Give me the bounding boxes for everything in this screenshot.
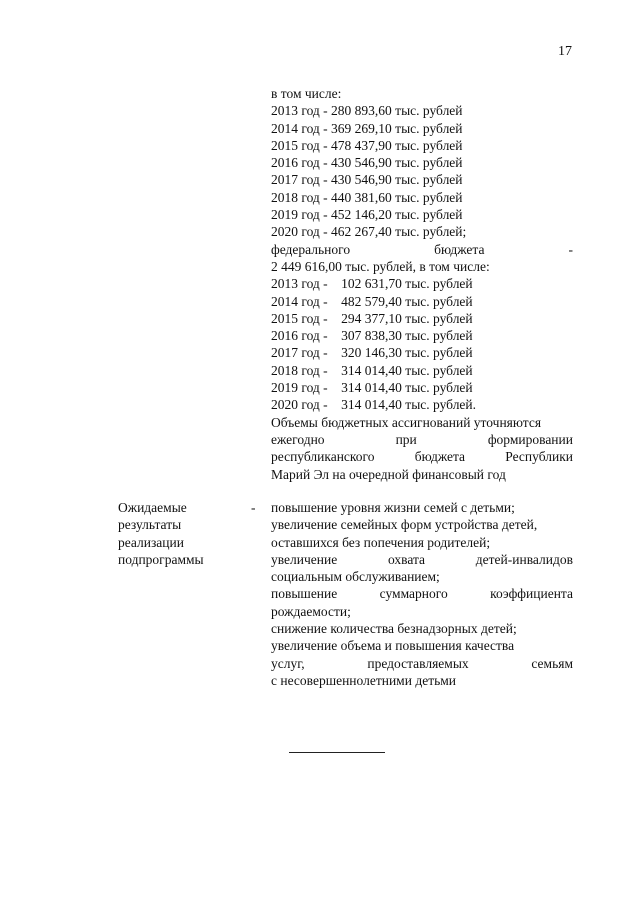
republican-year-2018: 2018 год - 440 381,60 тыс. рублей xyxy=(271,189,463,205)
federal-dash: - xyxy=(568,241,573,257)
result-line: снижение количества безнадзорных детей; xyxy=(271,621,517,637)
federal-year-2019: 2019 год - 314 014,40 тыс. рублей xyxy=(271,380,473,396)
result-word: коэффициента xyxy=(490,586,573,602)
result-word: повышение xyxy=(271,586,338,602)
result-line: с несовершеннолетними детьми xyxy=(271,672,457,688)
page-number: 17 xyxy=(558,44,572,59)
federal-year-2013: 2013 год - 102 631,70 тыс. рублей xyxy=(271,276,473,292)
result-line-justified xyxy=(271,585,573,602)
result-line: увеличение семейных форм устройства детей, xyxy=(271,517,538,533)
results-dash: - xyxy=(251,500,256,515)
republican-year-2015: 2015 год - 478 437,90 тыс. рублей xyxy=(271,137,463,153)
result-line: повышение уровня жизни семей с детьми; xyxy=(271,500,515,515)
note-word: республиканского xyxy=(271,449,375,465)
federal-year-2020: 2020 год - 314 014,40 тыс. рублей. xyxy=(271,397,477,413)
republican-year-2014: 2014 год - 369 269,10 тыс. рублей xyxy=(271,120,463,136)
note-word: формировании xyxy=(487,431,573,447)
note-word: при xyxy=(395,431,417,447)
label-line: результаты xyxy=(118,517,182,533)
result-word: семьям xyxy=(531,655,573,671)
result-word: увеличение xyxy=(271,551,338,567)
note-word: Республики xyxy=(505,449,573,465)
federal-total: 2 449 616,00 тыс. рублей, в том числе: xyxy=(271,258,490,274)
budget-word: бюджета xyxy=(434,241,485,257)
federal-year-2014: 2014 год - 482 579,40 тыс. рублей xyxy=(271,293,473,309)
result-word: предоставляемых xyxy=(367,655,469,671)
result-word: охвата xyxy=(387,551,426,567)
republican-year-2016: 2016 год - 430 546,90 тыс. рублей xyxy=(271,155,463,171)
federal-word: федерального xyxy=(271,241,351,257)
allocation-note-line3 xyxy=(271,448,573,465)
funding-intro: в том числе: xyxy=(271,86,342,101)
result-line-justified xyxy=(271,655,573,672)
expected-results-label xyxy=(118,499,238,568)
result-line: оставшихся без попечения родителей; xyxy=(271,534,491,550)
result-word: услуг, xyxy=(271,655,305,671)
expected-results-list xyxy=(271,499,573,689)
republican-year-2013: 2013 год - 280 893,60 тыс. рублей xyxy=(271,103,463,119)
result-line: увеличение объема и повышения качества xyxy=(271,638,515,654)
federal-budget-line xyxy=(271,241,573,258)
federal-year-2015: 2015 год - 294 377,10 тыс. рублей xyxy=(271,310,473,326)
funding-block xyxy=(271,85,573,483)
allocation-note-line1: Объемы бюджетных ассигнований уточняются xyxy=(271,414,542,430)
republican-year-2017: 2017 год - 430 546,90 тыс. рублей xyxy=(271,172,463,188)
federal-year-2017: 2017 год - 320 146,30 тыс. рублей xyxy=(271,345,473,361)
federal-year-2016: 2016 год - 307 838,30 тыс. рублей xyxy=(271,328,473,344)
allocation-note-line2 xyxy=(271,431,573,448)
result-word: детей-инвалидов xyxy=(475,551,573,567)
note-word: ежегодно xyxy=(271,431,325,447)
note-word: бюджета xyxy=(414,449,466,465)
label-line: Ожидаемые xyxy=(118,500,187,515)
end-rule xyxy=(289,752,385,753)
result-line-justified xyxy=(271,551,573,568)
republican-year-2019: 2019 год - 452 146,20 тыс. рублей xyxy=(271,207,463,223)
result-line: социальным обслуживанием; xyxy=(271,569,440,585)
label-line: подпрограммы xyxy=(118,551,204,567)
result-word: суммарного xyxy=(379,586,448,602)
allocation-note-line4: Марий Эл на очередной финансовый год xyxy=(271,466,506,482)
federal-year-2018: 2018 год - 314 014,40 тыс. рублей xyxy=(271,362,473,378)
result-line: рождаемости; xyxy=(271,603,351,619)
label-line: реализации xyxy=(118,534,184,550)
republican-year-2020: 2020 год - 462 267,40 тыс. рублей; xyxy=(271,224,467,240)
